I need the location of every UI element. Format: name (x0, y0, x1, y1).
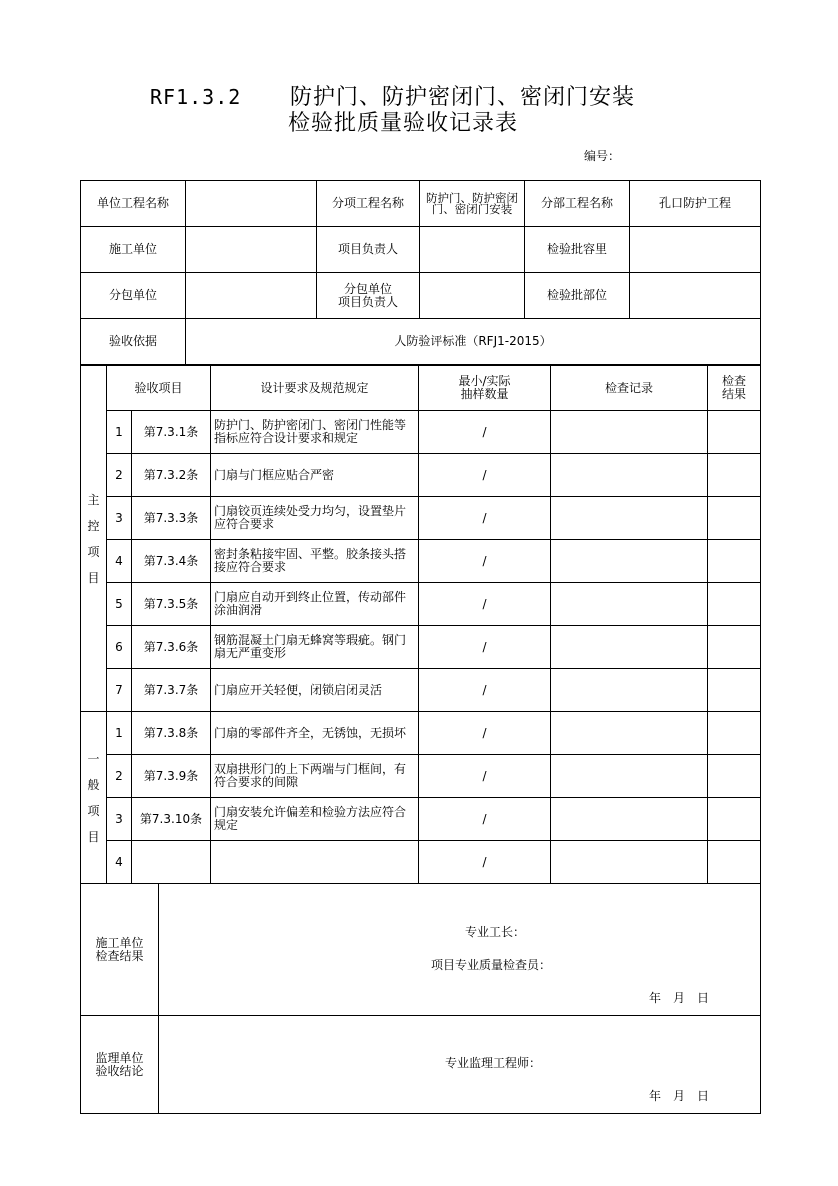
item-number: 5 (107, 583, 132, 626)
item-sample[interactable]: / (419, 712, 551, 755)
basis-label: 验收依据 (81, 319, 186, 365)
item-sample[interactable]: / (419, 841, 551, 884)
item-number: 4 (107, 841, 132, 884)
batch-capacity-label: 检验批容里 (525, 227, 630, 273)
batch-location-label: 检验批部位 (525, 273, 630, 319)
item-number: 4 (107, 540, 132, 583)
general-group-cell (81, 712, 107, 884)
item-record[interactable] (551, 497, 708, 540)
foreman-label: 专业工长： (465, 925, 526, 939)
item-result[interactable] (708, 712, 761, 755)
main-group-label: 主控项目 (87, 492, 100, 585)
sub-division-label: 分部工程名称 (525, 181, 630, 227)
supervisor-check-area[interactable] (159, 1016, 761, 1114)
item-requirement: 门扇安装允许偏差和检验方法应符合规定 (211, 798, 419, 841)
item-record[interactable] (551, 411, 708, 454)
item-requirement: 密封条粘接牢固、平整。胶条接头搭接应符合要求 (211, 540, 419, 583)
unit-project-field[interactable] (186, 181, 317, 227)
item-result[interactable] (708, 411, 761, 454)
item-sample[interactable]: / (419, 540, 551, 583)
table-row (81, 669, 761, 712)
batch-location-field[interactable] (630, 273, 761, 319)
item-clause: 第7.3.5条 (132, 583, 211, 626)
item-record[interactable] (551, 841, 708, 884)
item-result[interactable] (708, 798, 761, 841)
item-result[interactable] (708, 454, 761, 497)
item-result[interactable] (708, 626, 761, 669)
basis-value: 人防验评标准（RFJ1-2015） (186, 319, 761, 365)
item-requirement: 门扇应自动开到终止位置，传动部件涂油润滑 (211, 583, 419, 626)
supervisor-check-label: 监理单位 验收结论 (81, 1016, 159, 1114)
item-requirement: 门扇铰页连续处受力均匀，设置垫片应符合要求 (211, 497, 419, 540)
table-row (81, 755, 761, 798)
item-sample[interactable]: / (419, 798, 551, 841)
item-clause: 第7.3.8条 (132, 712, 211, 755)
title-text: 防护门、防护密闭门、密闭门安装 (290, 85, 636, 110)
subcontractor-field[interactable] (186, 273, 317, 319)
contractor-label: 施工单位 (81, 227, 186, 273)
item-record[interactable] (551, 454, 708, 497)
header-sample: 最小/实际 抽样数量 (419, 366, 551, 411)
item-requirement: 双扇拱形门的上下两端与门框间，有符合要求的间隙 (211, 755, 419, 798)
item-sample[interactable]: / (419, 411, 551, 454)
contractor-check-label: 施工单位 检查结果 (81, 884, 159, 1016)
table-row (81, 411, 761, 454)
contractor-check-area[interactable] (159, 884, 761, 1016)
item-number: 1 (107, 712, 132, 755)
item-record[interactable] (551, 583, 708, 626)
table-row (81, 712, 761, 755)
item-record[interactable] (551, 798, 708, 841)
item-clause: 第7.3.1条 (132, 411, 211, 454)
table-row (81, 798, 761, 841)
item-requirement (211, 841, 419, 884)
item-number: 1 (107, 411, 132, 454)
item-clause: 第7.3.10条 (132, 798, 211, 841)
item-requirement: 防护门、防护密闭门、密闭门性能等指标应符合设计要求和规定 (211, 411, 419, 454)
item-result[interactable] (708, 583, 761, 626)
item-record[interactable] (551, 669, 708, 712)
item-requirement: 门扇与门框应贴合严密 (211, 454, 419, 497)
general-group-label: 一般项目 (87, 751, 100, 844)
item-sample[interactable]: / (419, 454, 551, 497)
sub-lead-field[interactable] (420, 273, 525, 319)
subcontractor-label: 分包单位 (81, 273, 186, 319)
item-result[interactable] (708, 841, 761, 884)
items-table (80, 365, 761, 884)
project-lead-label: 项目负责人 (317, 227, 420, 273)
item-sample[interactable]: / (419, 583, 551, 626)
item-number: 2 (107, 454, 132, 497)
form-code: RF1.3.2 (150, 85, 242, 109)
header-result: 检查 结果 (708, 366, 761, 411)
supervisor-date: 年 月 日 (649, 1089, 710, 1103)
item-result[interactable] (708, 540, 761, 583)
batch-capacity-field[interactable] (630, 227, 761, 273)
number-label: 编号： (584, 149, 621, 163)
sub-lead-label: 分包单位 项目负责人 (317, 273, 420, 319)
item-requirement: 钢筋混凝土门扇无蜂窝等瑕疵。钢门扇无严重变形 (211, 626, 419, 669)
item-sample[interactable]: / (419, 755, 551, 798)
main-group-cell (81, 366, 107, 712)
item-clause: 第7.3.7条 (132, 669, 211, 712)
header-item: 验收项目 (107, 366, 211, 411)
table-row (81, 497, 761, 540)
table-row (81, 454, 761, 497)
header-record: 检查记录 (551, 366, 708, 411)
contractor-date: 年 月 日 (649, 991, 710, 1005)
item-requirement: 门扇的零部件齐全，无锈蚀，无损坏 (211, 712, 419, 755)
item-sample[interactable]: / (419, 626, 551, 669)
table-row (81, 841, 761, 884)
item-number: 3 (107, 497, 132, 540)
item-number: 7 (107, 669, 132, 712)
item-clause: 第7.3.9条 (132, 755, 211, 798)
item-number: 3 (107, 798, 132, 841)
info-table (80, 180, 761, 365)
table-row (81, 540, 761, 583)
sub-division-value: 孔口防护工程 (630, 181, 761, 227)
project-lead-field[interactable] (420, 227, 525, 273)
item-clause (132, 841, 211, 884)
engineer-label: 专业监理工程师： (445, 1056, 542, 1070)
contractor-field[interactable] (186, 227, 317, 273)
item-clause: 第7.3.2条 (132, 454, 211, 497)
table-row (81, 626, 761, 669)
item-clause: 第7.3.6条 (132, 626, 211, 669)
signoff-table (80, 883, 761, 1114)
item-record[interactable] (551, 540, 708, 583)
item-result[interactable] (708, 497, 761, 540)
item-result[interactable] (708, 669, 761, 712)
item-record[interactable] (551, 626, 708, 669)
item-record[interactable] (551, 712, 708, 755)
item-number: 6 (107, 626, 132, 669)
item-clause: 第7.3.4条 (132, 540, 211, 583)
table-row (81, 583, 761, 626)
inspector-label: 项目专业质量检查员： (431, 958, 552, 972)
item-requirement: 门扇应开关轻便，闭锁启闭灵活 (211, 669, 419, 712)
item-sample[interactable]: / (419, 669, 551, 712)
header-requirement: 设计要求及规范规定 (211, 366, 419, 411)
sub-item-value: 防护门、防护密闭门、密闭门安装 (420, 181, 525, 227)
item-result[interactable] (708, 755, 761, 798)
item-number: 2 (107, 755, 132, 798)
unit-project-label: 单位工程名称 (81, 181, 186, 227)
sub-item-label: 分项工程名称 (317, 181, 420, 227)
title-line2: 检验批质量验收记录表 (288, 111, 519, 136)
item-record[interactable] (551, 755, 708, 798)
item-clause: 第7.3.3条 (132, 497, 211, 540)
item-sample[interactable]: / (419, 497, 551, 540)
